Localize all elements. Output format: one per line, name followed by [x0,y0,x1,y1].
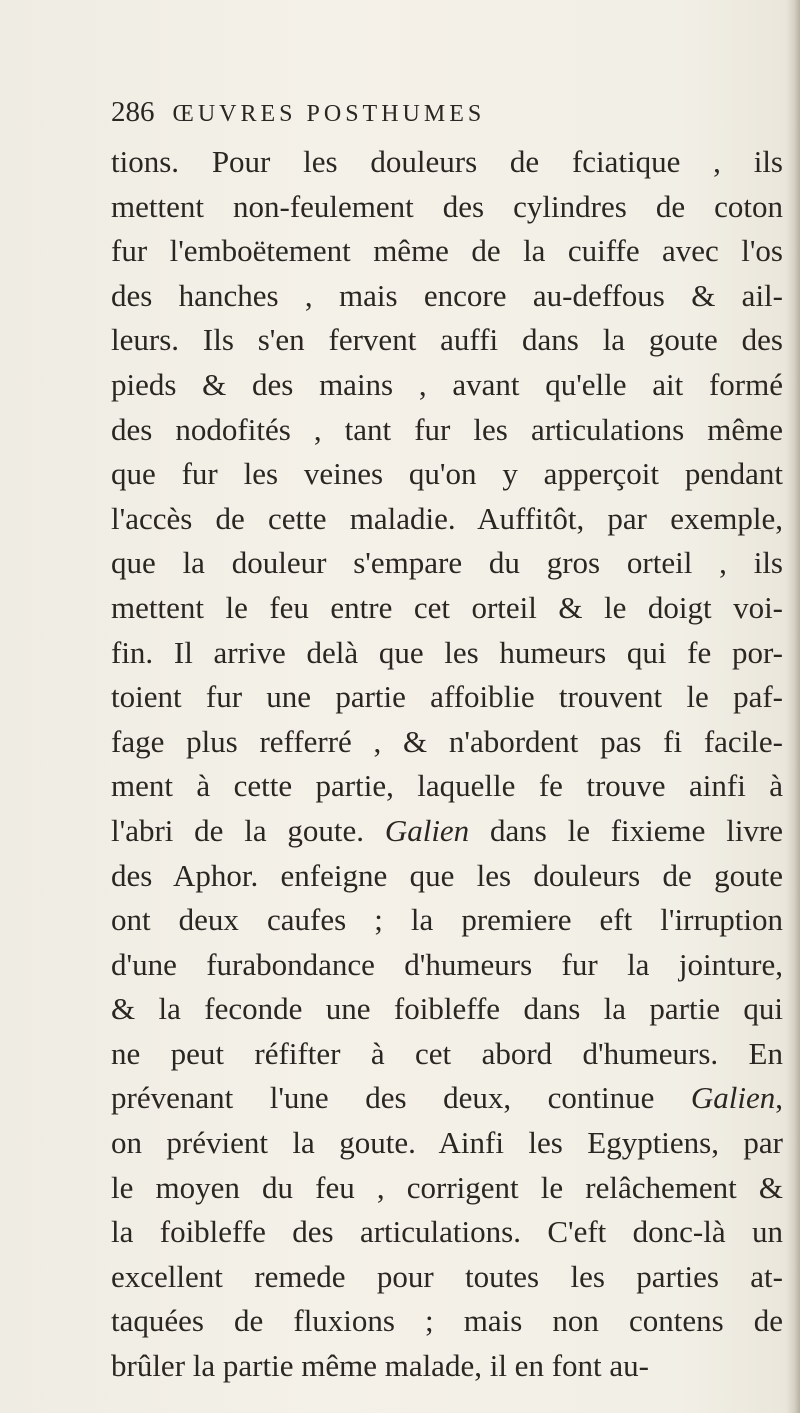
text-fragment: prévenant l'une des deux, continue [111,1080,691,1116]
italic-name-galien: Galien [690,1080,776,1116]
text-line: des nodofités , tant fur les articulations même [111,411,783,447]
text-line: le moyen du feu , corrigent le relâchement & [111,1169,783,1205]
text-line: ment à cette partie, laquelle fe trouve ainfi à [111,768,783,804]
body-text [111,140,783,1389]
text-line: & la feconde une foibleffe dans la partie qui [111,991,783,1027]
text-line-galien [111,809,783,854]
text-line: que fur les veines qu'on y apperçoit pendant [111,456,783,492]
text-line: taquées de fluxions ; mais non contens de [111,1303,783,1339]
text-line: des Aphor. enfeigne que les douleurs de goute [111,857,783,893]
text-line: tions. Pour les douleurs de fciatique , ils [111,144,783,179]
text-line: pieds & des mains , avant qu'elle ait formé [111,366,783,402]
text-line: des hanches , mais encore au-deffous & ail- [111,277,783,313]
running-title: ŒUVRES POSTHUMES [172,101,486,127]
text-fragment: l'abri de la goute. [111,812,365,848]
text-line: toient fur une partie affoiblie trouvent le paf- [111,679,783,715]
text-line: que la douleur s'empare du gros orteil , ils [111,545,783,581]
text-line: leurs. Ils s'en fervent auffi dans la goute des [111,322,783,358]
text-line: on prévient la goute. Ainfi les Egyptiens, par [111,1125,783,1161]
text-line: fin. Il arrive delà que les humeurs qui fe por- [111,634,783,670]
text-line: mettent non-feulement des cylindres de coton [111,188,783,224]
text-line: mettent le feu entre cet orteil & le doigt voi- [111,589,783,625]
text-line: excellent remede pour toutes les parties at- [111,1258,783,1294]
text-line-galien [111,1076,783,1121]
text-line: l'accès de cette maladie. Auffitôt, par exemple, [111,500,783,536]
text-line: brûler la partie même malade, il en font au- [111,1348,649,1384]
page-header [111,96,485,136]
text-line: fur l'emboëtement même de la cuiffe avec l'os [111,233,783,269]
text-line: ne peut réfifter à cet abord d'humeurs. En [111,1035,783,1071]
text-line: fage plus refferré , & n'abordent pas fi facile- [111,723,783,759]
page-number: 286 [111,96,155,128]
page-edge-shadow [786,0,800,1413]
text-line: ont deux caufes ; la premiere eft l'irruption [111,902,783,938]
text-line: d'une furabondance d'humeurs fur la jointure, [111,946,783,982]
text-fragment: dans le fixieme livre [469,812,783,848]
text-fragment: , [775,1080,783,1116]
text-line: la foibleffe des articulations. C'eft donc-là un [111,1214,783,1250]
italic-name-galien: Galien [384,812,470,848]
